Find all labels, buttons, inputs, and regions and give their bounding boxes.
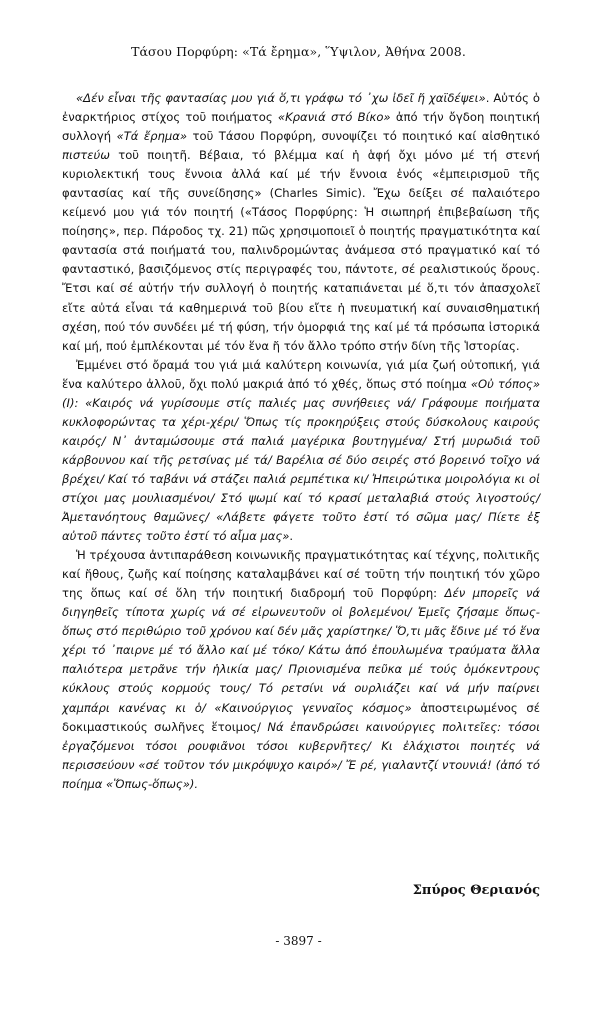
text-run: ἀποστειρωμένος σέ δοκιμαστικούς σωλῆνες ἕτοιμος/ xyxy=(62,700,540,734)
paragraph-3 xyxy=(62,546,540,794)
paragraph-1 xyxy=(62,89,540,356)
text-run: . Αὐτός ὁ ἐναρκτήριος στίχος τοῦ ποιήματος xyxy=(62,91,540,125)
page-number: - 3897 - xyxy=(275,934,322,948)
italic-run: πιστεύω xyxy=(62,148,110,163)
italic-run: «Δέν εἶναι τῆς φαντασίας μου γιά ὅ,τι γράφω τό ᾽χω ἰδεῖ ἤ χαϊδέψει» xyxy=(76,91,486,105)
italic-run: «Οὐ τόπος» (Ι): «Καιρός νά γυρίσουμε στίς παλιές μας συνήθειες νά/ Γράφουμε ποιήματα κυκλοφορώντας τα χέρι-χέρι/ Ὅπως τίς προκηρύξεις στούς δύσκολους καιρούς καιρός/ Ν᾽ ἀνταμώσουμε στά παλιά μαγέρικα βουτηγμένα/ Στή μυρωδιά τοῦ κάρβουνου καί τῆς ρετσίνας μέ τά/ Βαρέλια σέ δύο σειρές στό βορεινό τοῖχο νά βρέχει/ Καί τό ταβάνι νά στάζει παλιά ρεμπέτικα κι/ Ἠπειρώτικα μοιρολόγια κι οἱ στίχοι μας μουλιασμένοι/ Στό ψωμί καί τό κρασί μεταλαβιά στούς λιγοστούς/ Ἀμετανόητους θαμῶνες/ «Λάβετε φάγετε τοῦτο ἐστί τό σῶμα μας/ Πίετε ἐξ αὐτοῦ πάντες τοῦτο ἐστί τό αἷμα μας» xyxy=(62,376,540,544)
paragraph-2 xyxy=(62,356,540,546)
text-run: τοῦ ποιητῆ. Βέβαια, τό βλέμμα καί ἡ ἁφή ὄχι μόνο μέ τή στενή κυριολεκτική τους ἔννοια ἀλλά καί μέ τήν ἔννοια ἑνός «ἐμπειρισμοῦ τῆς φαντασίας καί τῆς συνείδησης» (Charles Simic). Ἔχω δείξει σέ παλαιότερο κείμενό μου γιά τόν ποιητή («Τάσος Πορφύρης: Ἡ σιωπηρή ἐπιβεβαίωση τῆς ποίησης», περ. Πάροδος τχ. 21) πῶς χρησιμοποιεῖ ὁ ποιητής πραγματικότητα καί φαντασία στά ποιήματά του, παλινδρομώντας ἀνάμεσα στό πραγματικό καί τό φανταστικό, βασιζόμενος στίς περιγραφές του, πάντοτε, σέ ρεαλιστικούς ὅρους. Ἔτσι καί σέ αὐτήν τήν συλλογή ὁ ποιητής καταπιάνεται μέ ὅ,τι τόν ἀπασχολεῖ εἴτε αὐτά εἶναι τά καθημερινά τοῦ βίου εἴτε ἡ πνευματική καί συναισθηματική σχέση, πού τόν συνδέει μέ τή φύση, τήν ὀμορφιά της καί μέ τά πρόσωπα ἱστορικά καί μή, πού ἐμπλέκονται μέ τόν ἕνα ἤ τόν ἄλλο τρόπο στήν δίνη τῆς Ἱστορίας. xyxy=(62,148,540,353)
italic-run: «Κρανιά στό Βίκο» xyxy=(277,110,391,125)
text-run: Ἐμμένει στό ὄραμά του γιά μιά καλύτερη κοινωνία, γιά μία ζωή οὐτοπική, γιά ἕνα καλύτερο ἀλλοῦ, ὄχι πολύ μακριά ἀπό τό χθές, ὅπως στό ποίημα xyxy=(62,357,540,391)
italic-run: «Τά ἔρημα» xyxy=(116,129,188,144)
text-run: . xyxy=(289,529,294,544)
text-run: τοῦ Τάσου Πορφύρη, συνοψίζει τό ποιητικό καί αἰσθητικό xyxy=(187,129,540,144)
italic-run: Νά ἐπανδρώσει καινούργιες πολιτεῖες: τόσοι ἐργαζόμενοι τόσοι ρουφιᾶνοι τόσοι κυβερνῆτες/ Κι ἐλάχιστοι ποιητές νά περισσεύουν «σέ τοῦτον τόν μικρόψυχο καιρό»/ Ἔ ρέ, γιαλαντζί ντουνιά! (ἀπό τό ποίημα «Ὅπως-ὅπως»). xyxy=(62,719,540,791)
running-header: Τάσου Πορφύρη: «Τά ἔρημα», Ὕψιλον, Ἀθήνα 2008. xyxy=(131,44,466,59)
text-run: Ἡ τρέχουσα ἀντιπαράθεση κοινωνικῆς πραγματικότητας καί τέχνης, πολιτικῆς καί ἤθους, ζωῆς καί ποίησης καταλαμβάνει καί σέ τοῦτη τήν ποιητική τόν χῶρο της ὅπως καί σέ ὅλη τήν ποιητική διαδρομή τοῦ Πορφύρη: xyxy=(62,548,540,601)
italic-run: Δέν μπορεῖς νά διηγηθεῖς τίποτα χωρίς νά σέ εἰρωνευτοῦν οἱ βολεμένοι/ Ἐμεῖς ζήσαμε ὅπως-ὅπως στό περιθώριο τοῦ χρόνου καί δέν μᾶς χαρίστηκε/ Ὅ,τι μᾶς ἔδινε μέ τό ἕνα χέρι τό ᾽παιρνε μέ τό ἄλλο καί μέ τόκο/ Κάτω ἀπό ἐπουλωμένα τραύματα ἄλλα παλιότερα μετρᾶνε τήν ἡλικία μας/ Πριονισμένα πεῦκα μέ τούς ὁμόκεντρους κύκλους στούς κορμούς τους/ Τό ρετσίνι νά ουρλιάζει καί νά μήν παίρνει χαμπάρι κανένας κι ὁ/ «Καινούργιος γενναῖος κόσμος» xyxy=(62,586,540,715)
review-body xyxy=(62,89,540,794)
author-signature: Σπύρος Θεριανός xyxy=(412,883,540,898)
text-run: ἀπό τήν ὄγδοη ποιητική συλλογή xyxy=(62,110,540,144)
